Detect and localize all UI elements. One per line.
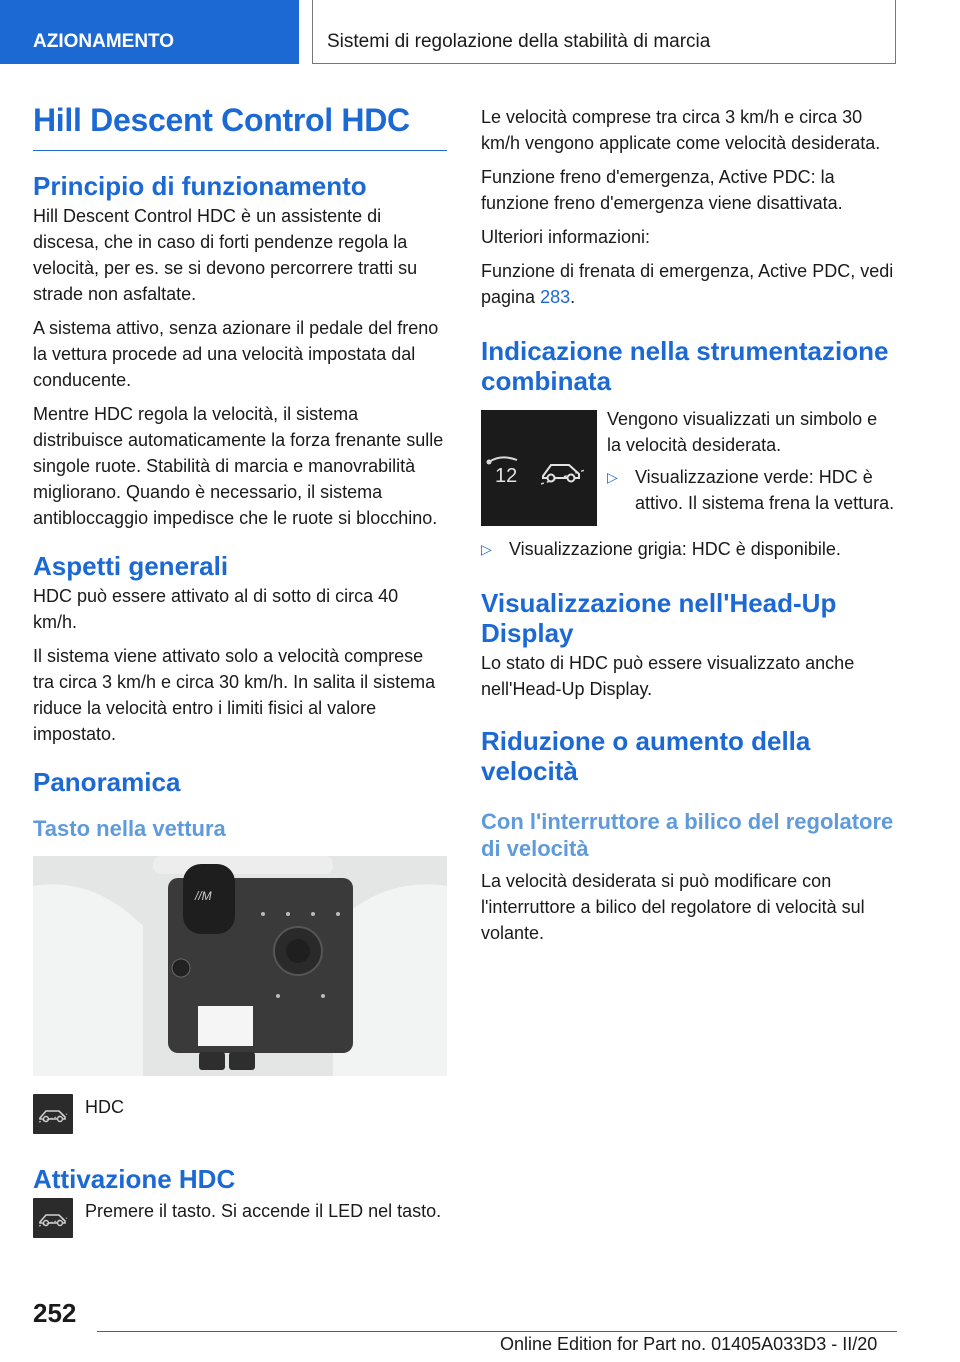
paragraph-more-info: Ulteriori informazioni: (481, 227, 651, 247)
page-number: 252 (33, 1298, 77, 1328)
footer-divider (97, 1331, 897, 1332)
instrument-display-text (607, 410, 895, 516)
heading-overview: Panoramica (33, 767, 181, 797)
paragraph-emergency-brake: Funzione freno d'emergenza, Active PDC: la funzione freno d'emergenza viene disattivata. (481, 167, 843, 213)
section-tab[interactable] (0, 0, 299, 64)
heading-speed-change: Riduzione o aumento della velocità (481, 726, 811, 786)
hdc-icon (33, 1094, 73, 1134)
svg-text://M: //M (195, 889, 212, 903)
instrument-display-example (481, 410, 895, 526)
paragraph-general-1: HDC può essere attivato al di sotto di circa 40 km/h. (33, 586, 399, 632)
paragraph-principle-2: A sistema attivo, senza azionare il pedale del freno la vettura procede ad una velocità impostata dal conducente. (33, 318, 439, 390)
bullet-triangle-icon: ▷ (481, 541, 492, 557)
heading-instrument-display: Indicazione nella strumentazione combinata (481, 336, 889, 396)
page-title: Hill Descent Control HDC (33, 100, 447, 151)
paragraph-hud: Lo stato di HDC può essere visualizzato anche nell'Head-Up Display. (481, 653, 855, 699)
paragraph-principle-1: Hill Descent Control HDC è un assistente di discesa, che in caso di forti pendenze regola la velocità, per es. se si devono percorrere tratti su strade non asfaltate. (33, 206, 418, 304)
instrument-cluster-image (481, 410, 597, 526)
heading-activation: Attivazione HDC (33, 1164, 236, 1194)
hdc-icon (33, 1198, 73, 1238)
bullet-triangle-icon: ▷ (607, 469, 618, 485)
section-tab-label: AZIONAMENTO (33, 31, 175, 52)
left-column (33, 100, 447, 1238)
see-page-end: . (570, 287, 576, 307)
paragraph-principle-3: Mentre HDC regola la velocità, il sistema distribuisce automaticamente la forza frenante sulle singole ruote. Stabilità di marcia e manovrabilità migliorano. Quando è necessario, il sistema antibloccaggio impedisce che le ruote si blocchino. (33, 404, 444, 528)
paragraph-general-2: Il sistema viene attivato solo a velocità comprese tra circa 3 km/h e circa 30 km/h. In salita il sistema riduce la velocità entro i limiti fisici al valore impostato. (33, 646, 436, 744)
bullet-green-text: Visualizzazione verde: HDC è attivo. Il sistema frena la vettura. (635, 467, 895, 513)
heading-button-in-vehicle: Tasto nella vettura (33, 816, 226, 841)
heading-hud: Visualizzazione nell'Head-Up Display (481, 588, 837, 648)
paragraph-display-intro: Vengono visualizzati un simbolo e la velocità desiderata. (607, 409, 878, 455)
center-console-photo (33, 856, 447, 1076)
page-link[interactable]: 283 (540, 287, 571, 307)
activation-step (33, 1198, 447, 1238)
paragraph-activation: Premere il tasto. Si accende il LED nel tasto. (85, 1201, 442, 1221)
bullet-grey (481, 536, 895, 562)
paragraph-rocker-switch: La velocità desiderata si può modificare con l'interruttore a bilico del regolatore di velocità sul volante. (481, 871, 865, 943)
hdc-symbol (541, 465, 585, 484)
heading-general: Aspetti generali (33, 551, 229, 581)
hdc-icon-label: HDC (85, 1097, 124, 1117)
heading-rocker-switch: Con l'interruttore a bilico del regolatore di velocità (481, 809, 894, 861)
chapter-title-label: Sistemi di regolazione della stabilità di marcia (327, 31, 711, 52)
bullet-grey-text: Visualizzazione grigia: HDC è disponibile. (509, 539, 841, 559)
paragraph-speed-range: Le velocità comprese tra circa 3 km/h e circa 30 km/h vengono applicate come velocità desiderata. (481, 107, 881, 153)
chapter-title (312, 0, 896, 64)
display-speed-value: 12 (495, 465, 518, 487)
right-column (481, 104, 895, 954)
paragraph-see-page (481, 258, 895, 310)
bullet-green (607, 464, 895, 516)
heading-principle: Principio di funzionamento (33, 171, 367, 201)
hdc-legend (33, 1094, 447, 1134)
footer-edition: Online Edition for Part no. 01405A033D3 - II/20 (500, 1334, 878, 1354)
see-page-text: Funzione di frenata di emergenza, Active PDC, vedi pagina (481, 261, 894, 307)
